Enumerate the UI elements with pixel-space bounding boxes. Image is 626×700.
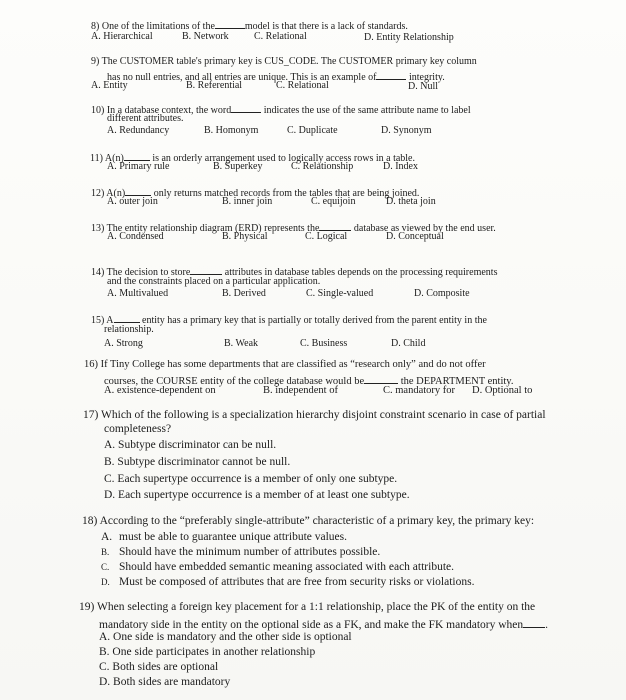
option-d: D. Child bbox=[391, 338, 426, 349]
option-a: A. Hierarchical bbox=[91, 31, 153, 42]
question-number: 9) bbox=[91, 56, 100, 67]
answer-blank bbox=[319, 220, 351, 231]
option-b: B. Superkey bbox=[213, 161, 263, 172]
option-a: A. Subtype discriminator can be null. bbox=[104, 439, 277, 451]
question-stem: The decision to store bbox=[106, 267, 191, 278]
question-number: 17) bbox=[83, 409, 99, 421]
question-number: 16) bbox=[84, 359, 98, 370]
question-stem: and the constraints placed on a particular application. bbox=[107, 276, 321, 287]
option-a: A. Condensed bbox=[107, 231, 164, 242]
option-d: D. Optional to bbox=[472, 385, 533, 396]
option-b: B. Weak bbox=[224, 338, 259, 349]
option-d: D. Both sides are mandatory bbox=[99, 676, 231, 688]
option-a: A. One side is mandatory and the other side is optional bbox=[99, 631, 352, 643]
option-d: D. Null bbox=[408, 81, 438, 92]
option-letter: B. bbox=[101, 547, 110, 557]
question-stem: A bbox=[106, 315, 114, 326]
option-a: A. Primary rule bbox=[107, 161, 170, 172]
question-stem: attributes in database tables depends on the processing requirements bbox=[224, 267, 498, 278]
option-b: B. Subtype discriminator cannot be null. bbox=[104, 456, 291, 468]
question-number: 19) bbox=[79, 601, 95, 613]
question-stem: In a database context, the word bbox=[106, 105, 232, 116]
question-stem: different attributes. bbox=[107, 113, 184, 124]
question-stem: model is that there is a lack of standards. bbox=[244, 21, 408, 32]
option-a bbox=[101, 532, 347, 544]
option-d bbox=[101, 577, 474, 589]
option-c: C. Relationship bbox=[291, 161, 354, 172]
answer-blank bbox=[114, 312, 140, 323]
option-b: B. independent of bbox=[263, 385, 338, 396]
option-b: B. Network bbox=[182, 31, 229, 42]
question-stem: courses, the COURSE entity of the college database would be bbox=[104, 376, 365, 387]
question-stem: completeness? bbox=[104, 423, 172, 435]
option-c: C. Business bbox=[300, 338, 348, 349]
question-number: 18) bbox=[82, 515, 98, 527]
option-c: C. Single-valued bbox=[306, 288, 374, 299]
question-stem: A(n) bbox=[106, 188, 126, 199]
option-d: D. Index bbox=[383, 161, 418, 172]
question-stem: mandatory side in the entity on the optional side as a FK, and make the FK mandatory when bbox=[99, 619, 524, 631]
question-stem: If Tiny College has some departments that are classified as “research only” and do not offer bbox=[100, 359, 486, 370]
answer-blank bbox=[190, 264, 222, 275]
option-a: A. Multivalued bbox=[107, 288, 169, 299]
question-stem: integrity. bbox=[408, 72, 445, 83]
answer-blank bbox=[125, 185, 151, 196]
option-text: Should have embedded semantic meaning associated with each attribute. bbox=[119, 561, 454, 573]
question-number: 10) bbox=[91, 105, 105, 116]
option-b: B. One side participates in another relationship bbox=[99, 646, 316, 658]
answer-blank bbox=[376, 69, 406, 80]
answer-blank bbox=[523, 617, 545, 628]
option-c: C. Relational bbox=[254, 31, 307, 42]
question-stem: entity has a primary key that is partially or totally derived from the parent entity in the bbox=[142, 315, 487, 326]
option-d: D. Each supertype occurrence is a member of at least one subtype. bbox=[104, 489, 410, 501]
question-stem: relationship. bbox=[104, 324, 154, 335]
option-d: D. Synonym bbox=[381, 125, 432, 136]
option-c: C. Relational bbox=[276, 80, 329, 91]
question-number: 8) bbox=[91, 21, 100, 32]
option-b: B. Derived bbox=[222, 288, 266, 299]
option-text: must be able to guarantee unique attribute values. bbox=[119, 531, 348, 543]
option-b: B. Physical bbox=[222, 231, 268, 242]
question-stem: Which of the following is a specialization hierarchy disjoint constraint scenario in case of partial bbox=[101, 409, 546, 421]
question-number: 15) bbox=[91, 315, 105, 326]
option-c: C. Each supertype occurrence is a member of only one subtype. bbox=[104, 473, 398, 485]
answer-blank bbox=[124, 150, 150, 161]
option-c: C. Logical bbox=[305, 231, 348, 242]
option-letter: D. bbox=[101, 577, 110, 587]
question-number: 13) bbox=[91, 223, 105, 234]
question-stem: indicates the use of the same attribute name to label bbox=[263, 105, 471, 116]
question-stem: . bbox=[545, 619, 549, 631]
question-stem: When selecting a foreign key placement for a 1:1 relationship, place the PK of the entity on the bbox=[97, 601, 536, 613]
option-a: A. Redundancy bbox=[107, 125, 170, 136]
option-b: B. Homonym bbox=[204, 125, 259, 136]
answer-blank bbox=[364, 373, 398, 384]
answer-blank bbox=[231, 102, 261, 113]
option-d: D. Entity Relationship bbox=[364, 32, 454, 43]
option-b bbox=[101, 547, 380, 559]
question-stem: A(n) bbox=[104, 153, 124, 164]
question-stem: database as viewed by the end user. bbox=[353, 223, 496, 234]
option-c: C. mandatory for bbox=[383, 385, 456, 396]
question-stem: One of the limitations of the bbox=[101, 21, 215, 32]
option-c: C. Both sides are optional bbox=[99, 661, 219, 673]
answer-blank bbox=[215, 18, 245, 29]
option-c: C. Duplicate bbox=[287, 125, 338, 136]
option-d: D. Conceptual bbox=[386, 231, 444, 242]
option-a: A. existence-dependent on bbox=[104, 385, 216, 396]
question-number: 14) bbox=[91, 267, 105, 278]
question-stem: the DEPARTMENT entity. bbox=[400, 376, 514, 387]
option-d: D. theta join bbox=[386, 196, 436, 207]
question-stem: is an orderly arrangement used to logically access rows in a table. bbox=[152, 153, 415, 164]
option-a: A. Entity bbox=[91, 80, 128, 91]
option-d: D. Composite bbox=[414, 288, 470, 299]
option-a: A. outer join bbox=[107, 196, 158, 207]
option-b: B. Referential bbox=[186, 80, 243, 91]
question-stem: has no null entries, and all entries are unique. This is an example of bbox=[107, 72, 377, 83]
option-letter: C. bbox=[101, 562, 110, 572]
option-b: B. inner join bbox=[222, 196, 273, 207]
option-c: C. equijoin bbox=[311, 196, 356, 207]
option-text: Should have the minimum number of attributes possible. bbox=[119, 546, 381, 558]
question-stem: The entity relationship diagram (ERD) represents the bbox=[106, 223, 320, 234]
option-c bbox=[101, 562, 454, 574]
question-number: 12) bbox=[91, 188, 105, 199]
question-number: 11) bbox=[90, 153, 103, 164]
question-stem: According to the “preferably single-attribute” characteristic of a primary key, the primary key: bbox=[99, 515, 535, 527]
option-a: A. Strong bbox=[104, 338, 143, 349]
option-text: Must be composed of attributes that are free from security risks or violations. bbox=[119, 576, 475, 588]
question-stem: only returns matched records from the tables that are being joined. bbox=[153, 188, 420, 199]
question-stem: The CUSTOMER table's primary key is CUS_CODE. The CUSTOMER primary key column bbox=[101, 56, 477, 67]
option-letter: A. bbox=[101, 531, 113, 543]
